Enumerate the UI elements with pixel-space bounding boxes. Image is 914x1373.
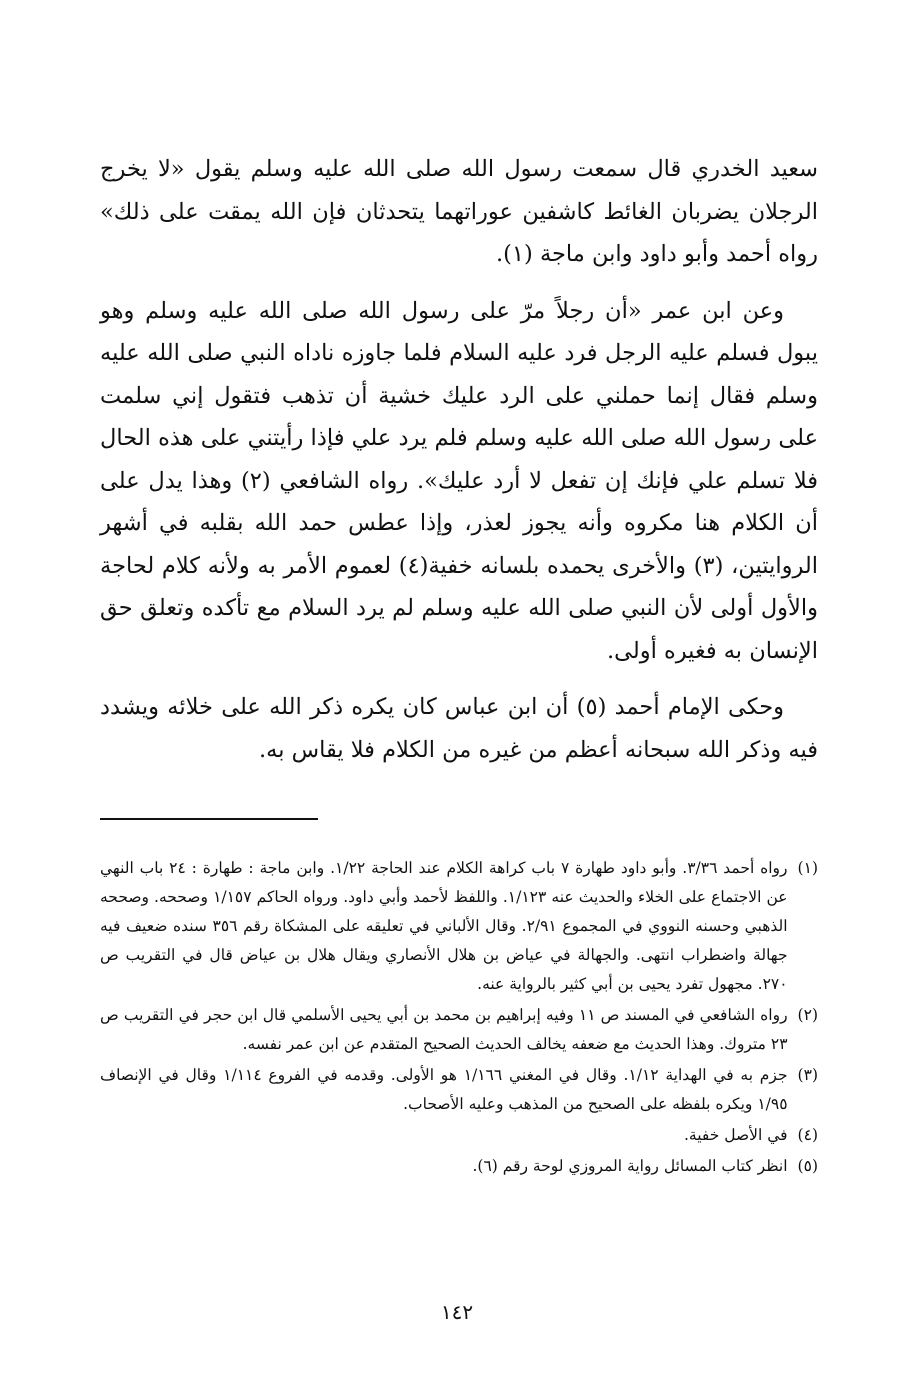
- footnote-text: جزم به في الهداية ١/١٢. وقال في المغني ١/١٦٦ هو الأولى. وقدمه في الفروع ١/١١٤ وقال في الإنصاف ١/٩٥ ويكره بلفظه على الصحيح من المذهب وعليه الأصحاب.: [100, 1066, 788, 1113]
- footnote-number: (٣): [797, 1066, 818, 1084]
- footnote: [100, 854, 818, 999]
- main-text: [100, 148, 818, 785]
- footnote-text: رواه الشافعي في المسند ص ١١ وفيه إبراهيم بن محمد بن أبي يحيى الأسلمي قال ابن حجر في التقريب ص ٢٣ متروك. وهذا الحديث مع ضعفه يخالف الحديث الصحيح المتقدم عن ابن عمر نفسه.: [100, 1006, 788, 1053]
- page-number: ١٤٢: [440, 1300, 474, 1324]
- paragraph: وحكى الإمام أحمد (٥) أن ابن عباس كان يكره ذكر الله على خلائه ويشدد فيه وذكر الله سبحانه أعظم من غيره من الكلام فلا يقاس به.: [100, 694, 818, 763]
- footnote-separator: [100, 818, 318, 820]
- footnote: [100, 1001, 818, 1059]
- paragraph: سعيد الخدري قال سمعت رسول الله صلى الله عليه وسلم يقول «لا يخرج الرجلان يضربان الغائط كاشفين عوراتهما يتحدثان فإن الله يمقت على ذلك» رواه أحمد وأبو داود وابن ماجة (١).: [100, 156, 818, 267]
- footnote-number: (١): [797, 859, 818, 877]
- footnote: [100, 1061, 818, 1119]
- paragraph: وعن ابن عمر «أن رجلاً مرّ على رسول الله صلى الله عليه وسلم وهو يبول فسلم عليه الرجل فرد عليه السلام فلما جاوزه ناداه النبي صلى الله عليه وسلم فقال إنما حملني على الرد عليك خشية أن تذهب فتقول إني سلمت على رسول الله صلى الله عليه وسلم فلم يرد علي فإذا رأيتني على هذه الحال فلا تسلم علي فإنك إن تفعل لا أرد عليك». رواه الشافعي (٢) وهذا يدل على أن الكلام هنا مكروه وأنه يجوز لعذر، وإذا عطس حمد الله بقلبه في أشهر الروايتين، (٣) والأخرى يحمده بلسانه خفية(٤) لعموم الأمر به ولأنه كلام لحاجة والأول أولى لأن النبي صلى الله عليه وسلم لم يرد السلام مع تأكده وتعلق حق الإنسان به فغيره أولى.: [100, 297, 818, 664]
- footnote: [100, 1152, 818, 1181]
- footnote-text: انظر كتاب المسائل رواية المروزي لوحة رقم (٦).: [472, 1157, 788, 1175]
- footnote-text: في الأصل خفية.: [683, 1126, 788, 1144]
- footnote-text: رواه أحمد ٣/٣٦. وأبو داود طهارة ٧ باب كراهة الكلام عند الحاجة ١/٢٢. وابن ماجة : طهارة : ٢٤ باب النهي عن الاجتماع على الخلاء والحديث عنه ١/١٢٣. واللفظ لأحمد وأبي داود. ورواه الحاكم ١/١٥٧ وصححه. وصححه الذهبي وحسنه النووي في المجموع ٢/٩١. وقال الألباني في تعليقه على المشكاة رقم ٣٥٦ سنده ضعيف فيه جهالة واضطراب انتهى. والجهالة في عياض بن هلال الأنصاري ويقال هلال بن عياض قال في التقريب ص ٢٧٠. مجهول تفرد يحيى بن أبي كثير بالرواية عنه.: [100, 859, 788, 993]
- footnote-number: (٢): [797, 1006, 818, 1024]
- footnote-number: (٥): [797, 1157, 818, 1175]
- footnotes: [100, 854, 818, 1183]
- footnote-number: (٤): [797, 1126, 818, 1144]
- footnote: [100, 1121, 818, 1150]
